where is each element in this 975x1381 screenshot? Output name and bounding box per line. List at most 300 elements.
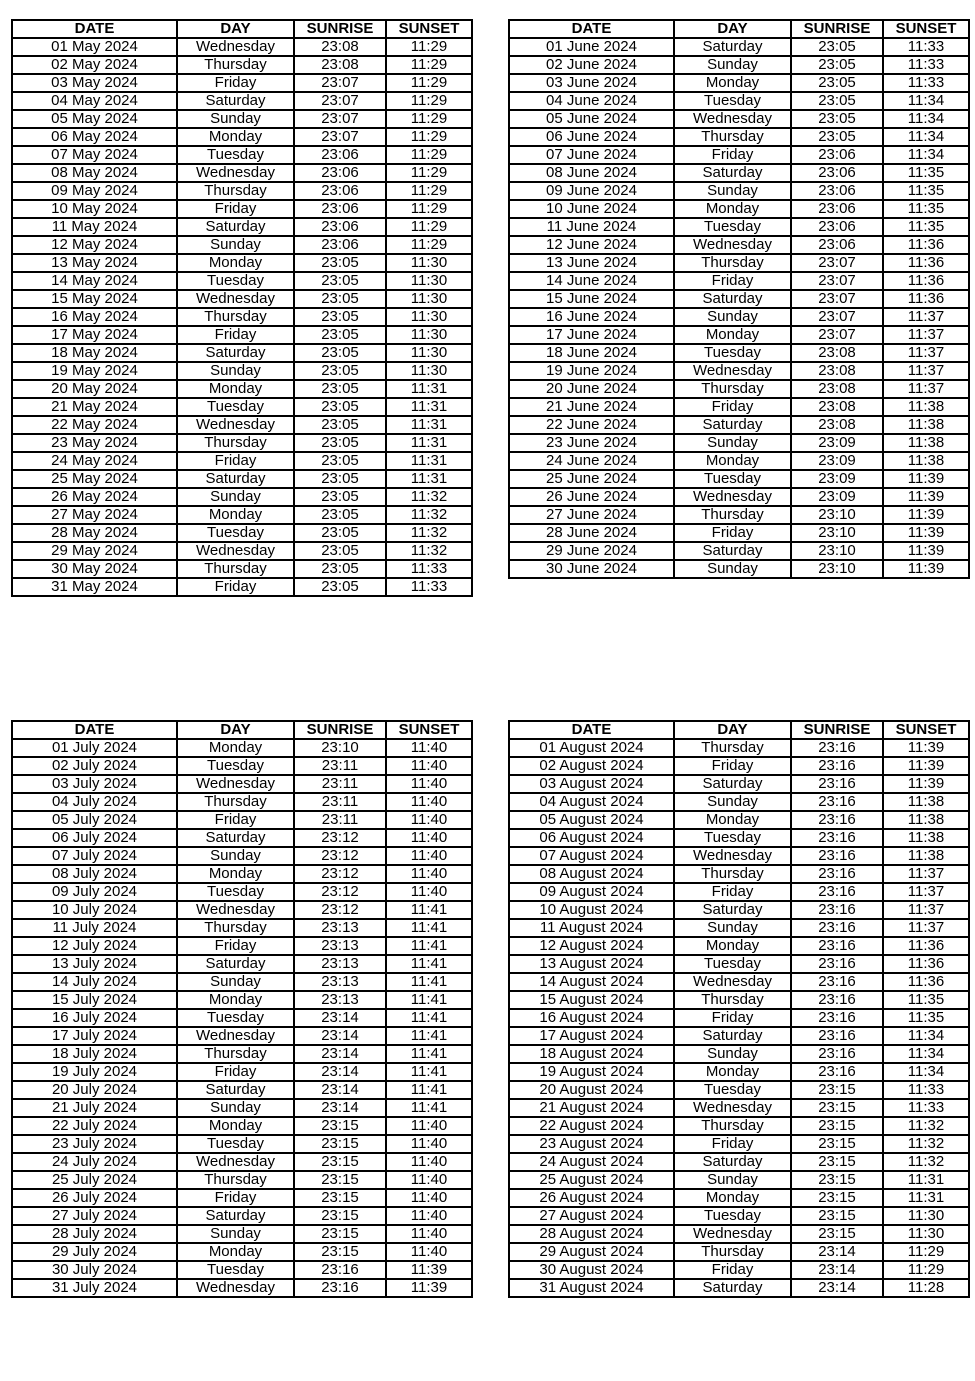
date-cell: 16 July 2024 <box>12 1009 177 1027</box>
table-row <box>12 506 472 524</box>
date-cell: 31 July 2024 <box>12 1279 177 1297</box>
date-cell: 25 July 2024 <box>12 1171 177 1189</box>
date-cell: 16 May 2024 <box>12 308 177 326</box>
table-row <box>12 865 472 883</box>
sunset-header: SUNSET <box>386 721 472 739</box>
date-cell: 05 August 2024 <box>509 811 674 829</box>
sunset-cell: 11:29 <box>386 236 472 254</box>
date-cell: 20 August 2024 <box>509 1081 674 1099</box>
sunrise-cell: 23:14 <box>294 1009 386 1027</box>
table-row <box>509 1009 969 1027</box>
table-row <box>509 254 969 272</box>
day-cell: Saturday <box>177 218 294 236</box>
sunset-cell: 11:38 <box>883 829 969 847</box>
table-row <box>12 739 472 757</box>
sunrise-cell: 23:16 <box>791 955 883 973</box>
day-cell: Monday <box>674 1189 791 1207</box>
sunset-cell: 11:38 <box>883 811 969 829</box>
sunrise-cell: 23:15 <box>791 1225 883 1243</box>
table-row <box>12 272 472 290</box>
day-cell: Friday <box>674 757 791 775</box>
day-cell: Sunday <box>674 560 791 578</box>
june-2024-rows <box>509 38 969 578</box>
day-header: DAY <box>177 721 294 739</box>
sunset-cell: 11:41 <box>386 1099 472 1117</box>
sunrise-header: SUNRISE <box>294 20 386 38</box>
sunset-cell: 11:33 <box>883 1081 969 1099</box>
day-cell: Saturday <box>674 1027 791 1045</box>
date-cell: 21 August 2024 <box>509 1099 674 1117</box>
sunset-cell: 11:38 <box>883 416 969 434</box>
date-cell: 12 June 2024 <box>509 236 674 254</box>
sunset-cell: 11:39 <box>883 506 969 524</box>
sunset-cell: 11:37 <box>883 308 969 326</box>
sunset-cell: 11:31 <box>386 416 472 434</box>
date-cell: 22 May 2024 <box>12 416 177 434</box>
sunrise-cell: 23:09 <box>791 434 883 452</box>
table-row <box>12 470 472 488</box>
sunrise-cell: 23:06 <box>791 146 883 164</box>
date-cell: 15 June 2024 <box>509 290 674 308</box>
date-cell: 03 June 2024 <box>509 74 674 92</box>
date-cell: 04 June 2024 <box>509 92 674 110</box>
day-cell: Friday <box>674 398 791 416</box>
day-cell: Friday <box>177 200 294 218</box>
sunrise-cell: 23:13 <box>294 919 386 937</box>
table-row <box>12 542 472 560</box>
table-row <box>12 200 472 218</box>
day-cell: Thursday <box>674 506 791 524</box>
sunrise-cell: 23:06 <box>791 236 883 254</box>
sunset-cell: 11:34 <box>883 1027 969 1045</box>
table-row <box>12 218 472 236</box>
sunset-cell: 11:37 <box>883 380 969 398</box>
sunset-cell: 11:29 <box>386 92 472 110</box>
sunrise-cell: 23:07 <box>791 254 883 272</box>
sunset-cell: 11:40 <box>386 883 472 901</box>
day-cell: Monday <box>177 506 294 524</box>
sunrise-cell: 23:07 <box>791 290 883 308</box>
sunrise-cell: 23:14 <box>294 1063 386 1081</box>
table-row <box>12 1279 472 1297</box>
sunset-cell: 11:41 <box>386 1045 472 1063</box>
day-cell: Thursday <box>177 308 294 326</box>
sunrise-cell: 23:10 <box>294 739 386 757</box>
sunrise-cell: 23:08 <box>294 38 386 56</box>
day-header: DAY <box>674 20 791 38</box>
day-cell: Thursday <box>177 793 294 811</box>
date-cell: 24 August 2024 <box>509 1153 674 1171</box>
sunset-cell: 11:41 <box>386 973 472 991</box>
sunset-cell: 11:30 <box>883 1207 969 1225</box>
sunrise-header: SUNRISE <box>294 721 386 739</box>
date-cell: 29 May 2024 <box>12 542 177 560</box>
sunrise-cell: 23:06 <box>791 164 883 182</box>
sunrise-cell: 23:15 <box>791 1153 883 1171</box>
table-row <box>12 901 472 919</box>
table-row <box>12 1135 472 1153</box>
day-cell: Sunday <box>674 1171 791 1189</box>
day-cell: Wednesday <box>674 488 791 506</box>
day-cell: Sunday <box>177 488 294 506</box>
day-cell: Friday <box>674 1135 791 1153</box>
date-cell: 02 May 2024 <box>12 56 177 74</box>
date-cell: 06 August 2024 <box>509 829 674 847</box>
table-row <box>12 1009 472 1027</box>
table-row <box>509 937 969 955</box>
date-cell: 03 May 2024 <box>12 74 177 92</box>
day-cell: Friday <box>674 272 791 290</box>
date-cell: 01 June 2024 <box>509 38 674 56</box>
table-row <box>12 973 472 991</box>
sunrise-cell: 23:05 <box>294 290 386 308</box>
sunset-cell: 11:39 <box>883 524 969 542</box>
sunrise-header: SUNRISE <box>791 721 883 739</box>
table-row <box>12 919 472 937</box>
sunset-cell: 11:34 <box>883 1045 969 1063</box>
table-row <box>509 524 969 542</box>
day-cell: Thursday <box>674 1117 791 1135</box>
table-row <box>12 1117 472 1135</box>
date-cell: 17 July 2024 <box>12 1027 177 1045</box>
table-row <box>12 1099 472 1117</box>
sunset-cell: 11:40 <box>386 1225 472 1243</box>
date-cell: 22 July 2024 <box>12 1117 177 1135</box>
day-cell: Thursday <box>177 560 294 578</box>
day-cell: Friday <box>177 937 294 955</box>
table-row <box>509 200 969 218</box>
header-row <box>12 20 472 38</box>
sunset-header: SUNSET <box>883 20 969 38</box>
sunrise-cell: 23:11 <box>294 811 386 829</box>
sunset-cell: 11:36 <box>883 937 969 955</box>
date-cell: 06 May 2024 <box>12 128 177 146</box>
table-row <box>509 344 969 362</box>
table-row <box>509 38 969 56</box>
table-row <box>509 236 969 254</box>
day-cell: Wednesday <box>177 38 294 56</box>
sunrise-cell: 23:07 <box>294 92 386 110</box>
sunrise-cell: 23:09 <box>791 470 883 488</box>
day-cell: Sunday <box>177 1225 294 1243</box>
table-row <box>12 398 472 416</box>
day-cell: Tuesday <box>177 398 294 416</box>
day-cell: Thursday <box>177 56 294 74</box>
sunset-cell: 11:32 <box>386 488 472 506</box>
day-cell: Saturday <box>674 775 791 793</box>
table-row <box>509 1063 969 1081</box>
sunrise-cell: 23:15 <box>791 1171 883 1189</box>
sunset-cell: 11:35 <box>883 1009 969 1027</box>
table-row <box>12 1081 472 1099</box>
day-cell: Wednesday <box>177 164 294 182</box>
sunrise-cell: 23:07 <box>791 326 883 344</box>
table-row <box>12 416 472 434</box>
table-row <box>12 452 472 470</box>
day-cell: Tuesday <box>177 524 294 542</box>
may-2024-rows <box>12 38 472 596</box>
sunrise-cell: 23:15 <box>294 1117 386 1135</box>
day-cell: Tuesday <box>177 883 294 901</box>
day-cell: Tuesday <box>177 1261 294 1279</box>
sunrise-cell: 23:05 <box>294 362 386 380</box>
sunset-cell: 11:40 <box>386 739 472 757</box>
day-cell: Saturday <box>177 92 294 110</box>
sunset-cell: 11:39 <box>883 542 969 560</box>
date-cell: 13 May 2024 <box>12 254 177 272</box>
day-cell: Thursday <box>177 1171 294 1189</box>
sunset-cell: 11:29 <box>386 200 472 218</box>
table-row <box>509 74 969 92</box>
date-cell: 12 July 2024 <box>12 937 177 955</box>
sunset-cell: 11:38 <box>883 434 969 452</box>
day-cell: Saturday <box>674 542 791 560</box>
day-cell: Tuesday <box>177 1009 294 1027</box>
date-cell: 18 May 2024 <box>12 344 177 362</box>
table-row <box>12 92 472 110</box>
sunrise-cell: 23:15 <box>791 1099 883 1117</box>
table-row <box>12 757 472 775</box>
table-row <box>509 470 969 488</box>
date-cell: 14 July 2024 <box>12 973 177 991</box>
table-row <box>12 380 472 398</box>
sunset-cell: 11:30 <box>386 254 472 272</box>
day-cell: Sunday <box>674 793 791 811</box>
date-cell: 10 July 2024 <box>12 901 177 919</box>
table-row <box>12 1189 472 1207</box>
table-row <box>509 757 969 775</box>
table-row <box>12 1171 472 1189</box>
day-cell: Wednesday <box>177 542 294 560</box>
date-cell: 12 August 2024 <box>509 937 674 955</box>
table-row <box>12 1153 472 1171</box>
sunrise-cell: 23:15 <box>791 1117 883 1135</box>
day-cell: Wednesday <box>177 290 294 308</box>
table-row <box>509 326 969 344</box>
sunrise-cell: 23:16 <box>791 811 883 829</box>
sunrise-cell: 23:05 <box>791 128 883 146</box>
sunset-cell: 11:33 <box>883 74 969 92</box>
sunset-cell: 11:34 <box>883 110 969 128</box>
sunrise-cell: 23:08 <box>294 56 386 74</box>
sunset-cell: 11:31 <box>386 398 472 416</box>
sunset-header: SUNSET <box>883 721 969 739</box>
date-cell: 02 August 2024 <box>509 757 674 775</box>
sunrise-cell: 23:05 <box>294 398 386 416</box>
day-cell: Saturday <box>674 164 791 182</box>
sunset-cell: 11:41 <box>386 955 472 973</box>
table-row <box>12 146 472 164</box>
day-cell: Saturday <box>674 38 791 56</box>
table-row <box>509 1279 969 1297</box>
date-cell: 27 June 2024 <box>509 506 674 524</box>
day-cell: Monday <box>674 811 791 829</box>
sunrise-cell: 23:05 <box>294 452 386 470</box>
sunrise-cell: 23:05 <box>294 560 386 578</box>
sunrise-cell: 23:05 <box>294 344 386 362</box>
date-cell: 07 August 2024 <box>509 847 674 865</box>
sunset-cell: 11:29 <box>386 38 472 56</box>
date-header: DATE <box>509 721 674 739</box>
day-cell: Tuesday <box>674 470 791 488</box>
date-cell: 01 May 2024 <box>12 38 177 56</box>
day-cell: Thursday <box>674 380 791 398</box>
date-cell: 28 May 2024 <box>12 524 177 542</box>
day-cell: Thursday <box>674 739 791 757</box>
sunset-cell: 11:40 <box>386 1153 472 1171</box>
table-row <box>509 1189 969 1207</box>
sunset-cell: 11:38 <box>883 793 969 811</box>
sunset-cell: 11:35 <box>883 200 969 218</box>
day-cell: Tuesday <box>674 344 791 362</box>
date-cell: 14 August 2024 <box>509 973 674 991</box>
july-2024-table <box>11 720 473 1298</box>
table-row <box>509 1135 969 1153</box>
table-row <box>509 290 969 308</box>
sunset-cell: 11:39 <box>883 757 969 775</box>
sunrise-cell: 23:05 <box>294 578 386 596</box>
day-cell: Wednesday <box>177 1153 294 1171</box>
sunrise-cell: 23:15 <box>294 1153 386 1171</box>
sunrise-cell: 23:07 <box>791 308 883 326</box>
day-cell: Thursday <box>674 1243 791 1261</box>
day-cell: Friday <box>177 1189 294 1207</box>
sunrise-cell: 23:13 <box>294 937 386 955</box>
day-cell: Friday <box>177 811 294 829</box>
sunset-header: SUNSET <box>386 20 472 38</box>
date-cell: 08 August 2024 <box>509 865 674 883</box>
table-row <box>12 236 472 254</box>
table-row <box>12 811 472 829</box>
sunset-cell: 11:31 <box>386 434 472 452</box>
date-cell: 21 May 2024 <box>12 398 177 416</box>
sunrise-cell: 23:05 <box>294 326 386 344</box>
day-cell: Friday <box>674 1009 791 1027</box>
sunrise-cell: 23:16 <box>791 1027 883 1045</box>
day-cell: Monday <box>674 937 791 955</box>
table-row <box>12 74 472 92</box>
sunset-cell: 11:34 <box>883 1063 969 1081</box>
sunset-cell: 11:41 <box>386 1027 472 1045</box>
sunset-cell: 11:30 <box>386 290 472 308</box>
day-cell: Saturday <box>177 1207 294 1225</box>
date-cell: 23 July 2024 <box>12 1135 177 1153</box>
sunrise-cell: 23:12 <box>294 829 386 847</box>
date-cell: 03 July 2024 <box>12 775 177 793</box>
sunrise-cell: 23:06 <box>294 146 386 164</box>
table-row <box>509 182 969 200</box>
sunrise-cell: 23:16 <box>791 937 883 955</box>
table-row <box>12 1243 472 1261</box>
sunset-cell: 11:31 <box>386 470 472 488</box>
date-cell: 09 August 2024 <box>509 883 674 901</box>
date-cell: 07 June 2024 <box>509 146 674 164</box>
date-cell: 05 June 2024 <box>509 110 674 128</box>
sunrise-cell: 23:05 <box>791 74 883 92</box>
sunset-cell: 11:29 <box>883 1261 969 1279</box>
date-cell: 04 July 2024 <box>12 793 177 811</box>
date-cell: 11 June 2024 <box>509 218 674 236</box>
day-cell: Friday <box>177 1063 294 1081</box>
sunrise-cell: 23:15 <box>294 1189 386 1207</box>
sunset-cell: 11:33 <box>386 578 472 596</box>
table-row <box>12 955 472 973</box>
day-cell: Friday <box>674 883 791 901</box>
sunset-cell: 11:30 <box>386 344 472 362</box>
table-row <box>509 92 969 110</box>
day-cell: Wednesday <box>674 1225 791 1243</box>
day-cell: Sunday <box>177 236 294 254</box>
sunrise-cell: 23:06 <box>294 236 386 254</box>
date-cell: 23 May 2024 <box>12 434 177 452</box>
date-cell: 14 May 2024 <box>12 272 177 290</box>
sunset-cell: 11:28 <box>883 1279 969 1297</box>
sunrise-cell: 23:15 <box>791 1081 883 1099</box>
sunset-cell: 11:40 <box>386 1243 472 1261</box>
table-row <box>509 793 969 811</box>
sunset-cell: 11:35 <box>883 218 969 236</box>
sunset-cell: 11:40 <box>386 1189 472 1207</box>
date-cell: 25 June 2024 <box>509 470 674 488</box>
sunrise-cell: 23:16 <box>791 1045 883 1063</box>
table-row <box>509 811 969 829</box>
table-row <box>12 1225 472 1243</box>
sunset-cell: 11:34 <box>883 146 969 164</box>
table-row <box>509 1117 969 1135</box>
sunrise-cell: 23:15 <box>294 1225 386 1243</box>
table-row <box>12 883 472 901</box>
day-cell: Wednesday <box>674 362 791 380</box>
day-cell: Sunday <box>177 362 294 380</box>
sunrise-cell: 23:05 <box>294 272 386 290</box>
date-cell: 11 August 2024 <box>509 919 674 937</box>
day-cell: Thursday <box>674 254 791 272</box>
table-row <box>12 1261 472 1279</box>
day-cell: Saturday <box>177 470 294 488</box>
table-row <box>509 452 969 470</box>
day-cell: Thursday <box>177 1045 294 1063</box>
day-cell: Sunday <box>674 434 791 452</box>
date-cell: 29 June 2024 <box>509 542 674 560</box>
table-row <box>509 1171 969 1189</box>
day-cell: Monday <box>177 128 294 146</box>
sunrise-cell: 23:14 <box>294 1045 386 1063</box>
date-cell: 02 June 2024 <box>509 56 674 74</box>
table-row <box>509 775 969 793</box>
sunrise-cell: 23:05 <box>294 434 386 452</box>
day-cell: Tuesday <box>177 757 294 775</box>
day-cell: Sunday <box>674 308 791 326</box>
sunset-cell: 11:30 <box>386 308 472 326</box>
sunset-cell: 11:40 <box>386 1171 472 1189</box>
sunrise-cell: 23:11 <box>294 775 386 793</box>
date-cell: 05 July 2024 <box>12 811 177 829</box>
sunrise-cell: 23:16 <box>791 883 883 901</box>
table-row <box>12 308 472 326</box>
table-row <box>12 254 472 272</box>
date-cell: 22 August 2024 <box>509 1117 674 1135</box>
date-cell: 27 July 2024 <box>12 1207 177 1225</box>
sunset-cell: 11:33 <box>883 38 969 56</box>
sunset-cell: 11:36 <box>883 973 969 991</box>
table-row <box>509 919 969 937</box>
date-cell: 17 May 2024 <box>12 326 177 344</box>
sunset-cell: 11:29 <box>386 164 472 182</box>
sunrise-cell: 23:16 <box>791 739 883 757</box>
table-row <box>509 829 969 847</box>
sunset-cell: 11:29 <box>386 146 472 164</box>
date-cell: 17 August 2024 <box>509 1027 674 1045</box>
